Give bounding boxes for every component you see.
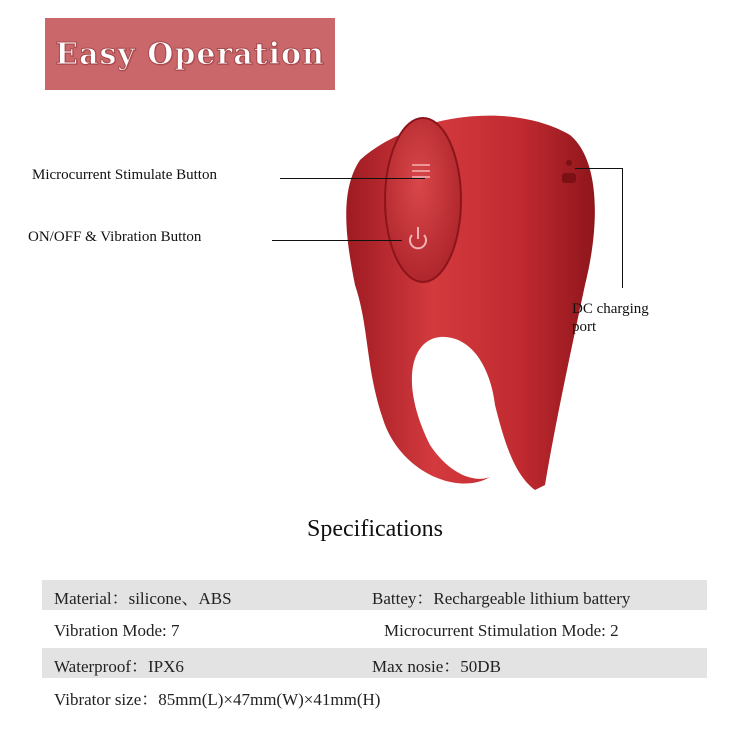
leader-microcurrent [280,178,425,179]
spec-row [42,617,707,647]
button-panel [385,118,461,282]
leader-dc-horizontal [575,168,623,169]
spec-waterproof: Waterproof：IPX6 [54,657,184,676]
callout-microcurrent-button: Microcurrent Stimulate Button [32,167,217,183]
callout-dc-port-line1: DC charging [572,301,649,317]
spec-max-noise: Max nosie：50DB [372,657,501,676]
spec-battery: Battey：Rechargeable lithium battery [372,589,631,608]
spec-vibrator-size: Vibrator size：85mm(L)×47mm(W)×41mm(H) [54,690,381,709]
callout-dc-port [572,300,649,336]
specifications-title: Specifications [307,516,443,542]
spec-vibration-mode: Vibration Mode: 7 [54,621,180,640]
spec-row [42,681,707,711]
callout-onoff-button: ON/OFF & Vibration Button [28,229,202,245]
banner-title: Easy Operation [55,36,325,72]
spec-row [42,580,707,610]
callout-dc-port-line2: port [572,319,597,335]
leader-onoff [272,240,402,241]
banner [45,18,335,90]
spec-material: Material：silicone、ABS [54,589,232,608]
spec-row [42,648,707,678]
leader-dc-vertical [622,168,623,288]
spec-microcurrent-mode: Microcurrent Stimulation Mode: 2 [384,621,619,640]
